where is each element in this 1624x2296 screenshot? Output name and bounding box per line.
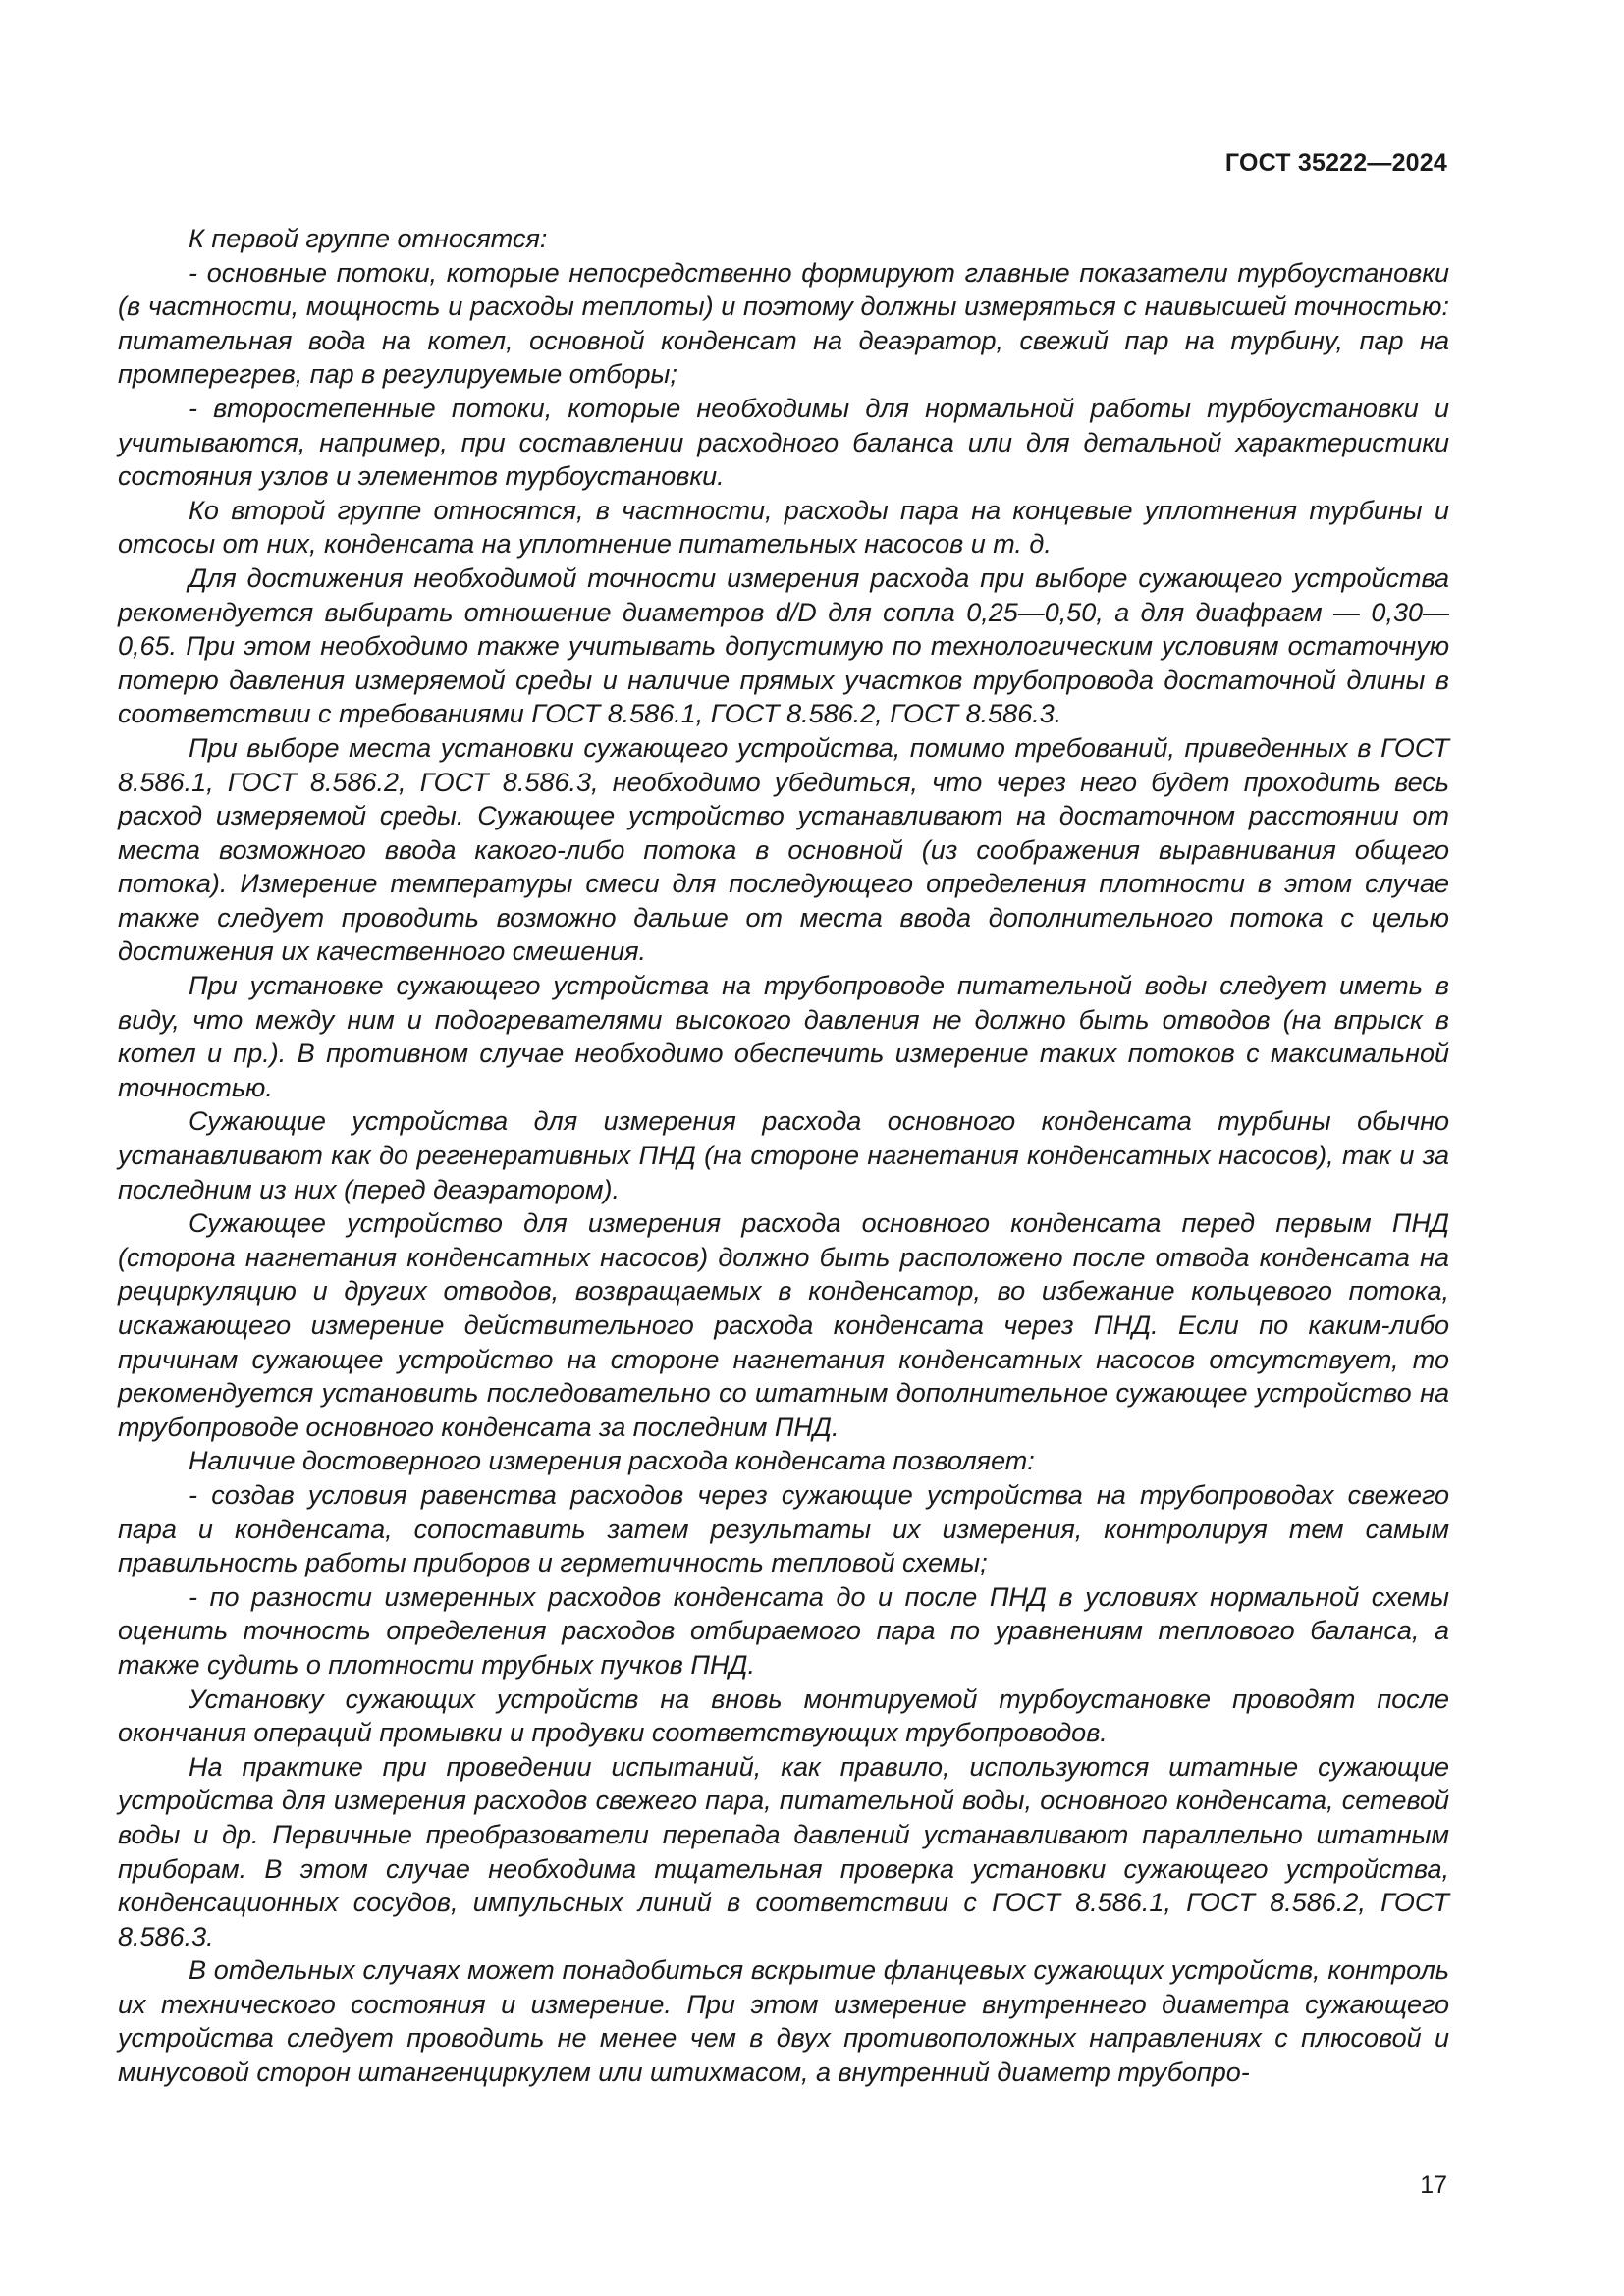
document-header-standard-id: ГОСТ 35222—2024 [1224, 149, 1447, 177]
paragraph: Ко второй группе относятся, в частности, расходы пара на концевые уплотнения турбины и отсосы от них, конденсата на уплотнение питательных насосов и т. д. [118, 495, 1449, 560]
paragraph: При установке сужающего устройства на трубопроводе питательной воды следует иметь в виду, что между ним и подогревателями высокого давления не должно быть отводов (на впрыск в котел и пр.). В противном случае необходимо обеспечить измерение таких потоков с максимальной точностью. [118, 971, 1449, 1102]
paragraph: При выборе места установки сужающего устройства, помимо требований, приведенных в ГОСТ 8.586.1, ГОСТ 8.586.2, ГОСТ 8.586.3, необходимо убедиться, что через него будет проходить весь расход измеряемой среды. Сужающее устройство устанавливают на достаточном расстоянии от места возможного ввода какого-либо потока в основной (из соображения выравнивания общего потока). Измерение температуры смеси для последующего определения плотности в этом случае также следует проводить возможно дальше от места ввода дополнительного потока с целью достижения их качественного смешения. [118, 732, 1449, 967]
document-body [118, 222, 1449, 2090]
paragraph: К первой группе относятся: [189, 224, 548, 253]
paragraph: Установку сужающих устройств на вновь монтируемой турбоустановке проводят после окончания операций промывки и продувки соответствующих трубопроводов. [118, 1683, 1449, 1748]
paragraph: В отдельных случаях может понадобиться вскрытие фланцевых сужающих устройств, контроль их технического состояния и измерение. При этом измерение внутреннего диаметра сужающего устройства следует проводить не менее чем в двух противоположных направлениях с плюсовой и минусовой сторон штангенциркулем или штихмасом, а внутренний диаметр трубопро- [118, 1955, 1449, 2088]
paragraph: Наличие достоверного измерения расхода конденсата позволяет: [189, 1446, 1035, 1476]
paragraph: Сужающее устройство для измерения расхода основного конденсата перед первым ПНД (сторона нагнетания конденсатных насосов) должно быть расположено после отвода конденсата на рециркуляцию и других отводов, возвращаемых в конденсатор, во избежание кольцевого потока, искажающего измерение действительного расхода конденсата через ПНД. Если по каким-либо причинам сужающее устройство на стороне нагнетания конденсатных насосов отсутствует, то рекомендуется установить последовательно со штатным дополнительное сужающее устройство на трубопроводе основного конденсата за последним ПНД. [118, 1208, 1449, 1442]
paragraph: - создав условия равенства расходов через сужающие устройства на трубопроводах свежего пара и конденсата, сопоставить затем результаты их измерения, контролируя тем самым правильность работы приборов и герметичность тепловой схемы; [118, 1479, 1449, 1578]
paragraph: Для достижения необходимой точности измерения расхода при выборе сужающего устройства рекомендуется выбирать отношение диаметров d/D для сопла 0,25—0,50, а для диафрагм — 0,30—0,65. При этом необходимо также учитывать допустимую по технологическим условиям остаточную потерю давления измеряемой среды и наличие прямых участков трубопровода достаточной длины в соответствии с требованиями ГОСТ 8.586.1, ГОСТ 8.586.2, ГОСТ 8.586.3. [118, 562, 1449, 729]
paragraph: - второстепенные потоки, которые необходимы для нормальной работы турбоустановки и учитываются, например, при составлении расходного баланса или для детальной характеристики состояния узлов и элементов турбоустановки. [118, 393, 1449, 492]
paragraph: Сужающие устройства для измерения расхода основного конденсата турбины обычно устанавливают как до регенеративных ПНД (на стороне нагнетания конденсатных насосов), так и за последним из них (перед деаэратором). [118, 1106, 1449, 1204]
paragraph: - основные потоки, которые непосредственно формируют главные показатели турбоустановки (в частности, мощность и расходы теплоты) и поэтому должны измеряться с наивысшей точностью: питательная вода на котел, основной конденсат на деаэратор, свежий пар на турбину, пар на промперегрев, пар в регулируемые отборы; [118, 257, 1449, 390]
page-number: 17 [1420, 2171, 1447, 2199]
paragraph: - по разности измеренных расходов конденсата до и после ПНД в условиях нормальной схемы оценить точность определения расходов отбираемого пара по уравнениям теплового баланса, а также судить о плотности трубных пучков ПНД. [118, 1581, 1449, 1680]
paragraph: На практике при проведении испытаний, как правило, используются штатные сужающие устройства для измерения расходов свежего пара, питательной воды, основного конденсата, сетевой воды и др. Первичные преобразователи перепада давлений устанавливают параллельно штатным приборам. В этом случае необходима тщательная проверка установки сужающего устройства, конденсационных сосудов, импульсных линий в соответствии с ГОСТ 8.586.1, ГОСТ 8.586.2, ГОСТ 8.586.3. [118, 1751, 1449, 1951]
